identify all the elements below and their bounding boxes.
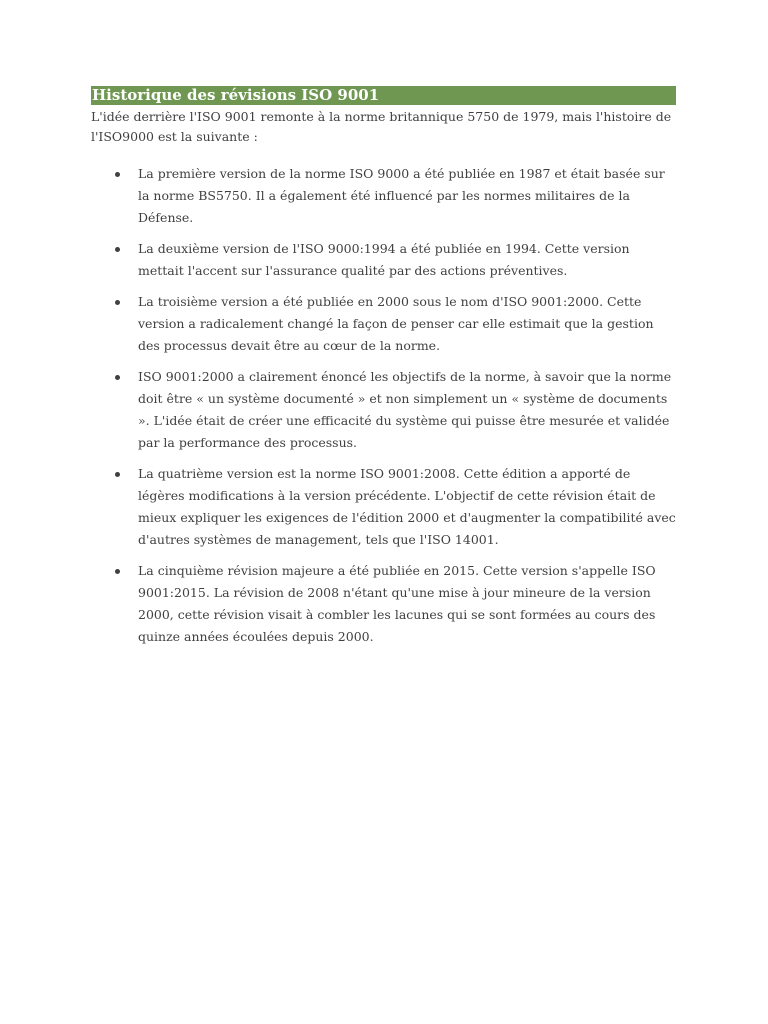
bullet-icon <box>115 172 120 177</box>
bullet-icon <box>115 300 120 305</box>
list-item-text: ISO 9001:2000 a clairement énoncé les objectifs de la norme, à savoir que la norme doit être « un système documenté » et non simplement un « système de documents ». L'idée était de créer une efficacité du système qui puisse être mesurée et validée par la performance des processus. <box>138 369 672 450</box>
bullet-icon <box>115 569 120 574</box>
list-item <box>91 163 676 229</box>
document-page <box>91 86 676 657</box>
list-item <box>91 463 676 551</box>
bullet-icon <box>115 247 120 252</box>
list-item-text: La deuxième version de l'ISO 9000:1994 a été publiée en 1994. Cette version mettait l'accent sur l'assurance qualité par des actions préventives. <box>138 241 630 278</box>
revision-list <box>91 163 676 648</box>
bullet-icon <box>115 375 120 380</box>
list-item-text: La quatrième version est la norme ISO 9001:2008. Cette édition a apporté de légères modifications à la version précédente. L'objectif de cette révision était de mieux expliquer les exigences de l'édition 2000 et d'augmenter la compatibilité avec d'autres systèmes de management, tels que l'ISO 14001. <box>138 466 676 547</box>
list-item-text: La cinquième révision majeure a été publiée en 2015. Cette version s'appelle ISO 9001:2015. La révision de 2008 n'étant qu'une mise à jour mineure de la version 2000, cette révision visait à combler les lacunes qui se sont formées au cours des quinze années écoulées depuis 2000. <box>138 563 656 644</box>
bullet-icon <box>115 472 120 477</box>
section-heading: Historique des révisions ISO 9001 <box>91 86 676 105</box>
list-item <box>91 366 676 454</box>
list-item <box>91 291 676 357</box>
intro-paragraph: L'idée derrière l'ISO 9001 remonte à la norme britannique 5750 de 1979, mais l'histoire de l'ISO9000 est la suivante : <box>91 109 672 144</box>
list-item <box>91 238 676 282</box>
list-item <box>91 560 676 648</box>
list-item-text: La première version de la norme ISO 9000 a été publiée en 1987 et était basée sur la norme BS5750. Il a également été influencé par les normes militaires de la Défense. <box>138 166 665 225</box>
list-item-text: La troisième version a été publiée en 2000 sous le nom d'ISO 9001:2000. Cette version a radicalement changé la façon de penser car elle estimait que la gestion des processus devait être au cœur de la norme. <box>138 294 654 353</box>
